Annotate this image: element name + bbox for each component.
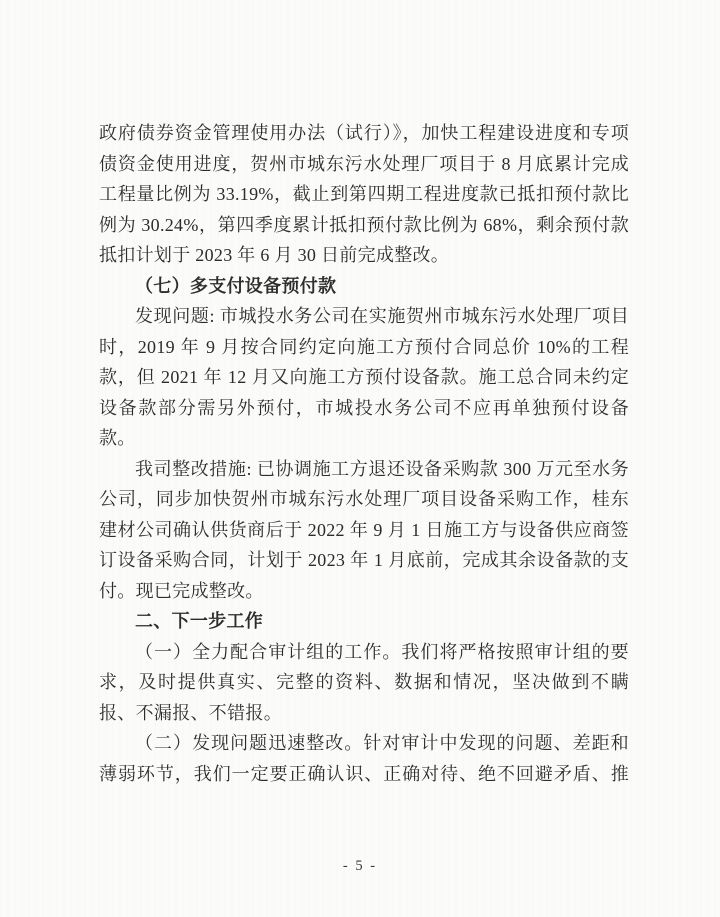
document-body (99, 118, 629, 789)
section-heading: （七）多支付设备预付款 (135, 275, 337, 296)
paragraph: 发现问题: 市城投水务公司在实施贺州市城东污水处理厂项目时，2019 年 9 月按合同约定向施工方预付合同总价 10%的工程款，但 2021 年 12 月又向施工方预付设备款。施工总合同未约定设备款部分需另外预付，市城投水务公司不应再单独预付设备款。 (99, 306, 629, 448)
paragraph: 政府债券资金管理使用办法（试行）》，加快工程建设进度和专项债资金使用进度，贺州市城东污水处理厂项目于 8 月底累计完成工程量比例为 33.19%，截止到第四期工程进度款已抵扣预付款比例为 30.24%，第四季度累计抵扣预付款比例为 68%，剩余预付款抵扣计划于 2023 年 6 月 30 日前完成整改。 (99, 123, 629, 265)
paragraph: 我司整改措施: 已协调施工方退还设备采购款 300 万元至水务公司，同步加快贺州市城东污水处理厂项目设备采购工作，桂东建材公司确认供货商后于 2022 年 9 月 1 日施工方与设备供应商签订设备采购合同，计划于 2023 年 1 月底前，完成其余设备款的支付。现已完成整改。 (99, 458, 629, 601)
section-heading: 二、下一步工作 (135, 611, 264, 631)
page-number: - 5 - (342, 858, 378, 874)
paragraph: （二）发现问题迅速整改。针对审计中发现的问题、差距和薄弱环节，我们一定要正确认识、正确对待、绝不回避矛盾、推 (99, 733, 629, 784)
paragraph: （一）全力配合审计组的工作。我们将严格按照审计组的要求，及时提供真实、完整的资料、数据和情况，坚决做到不瞒报、不漏报、不错报。 (99, 641, 629, 723)
